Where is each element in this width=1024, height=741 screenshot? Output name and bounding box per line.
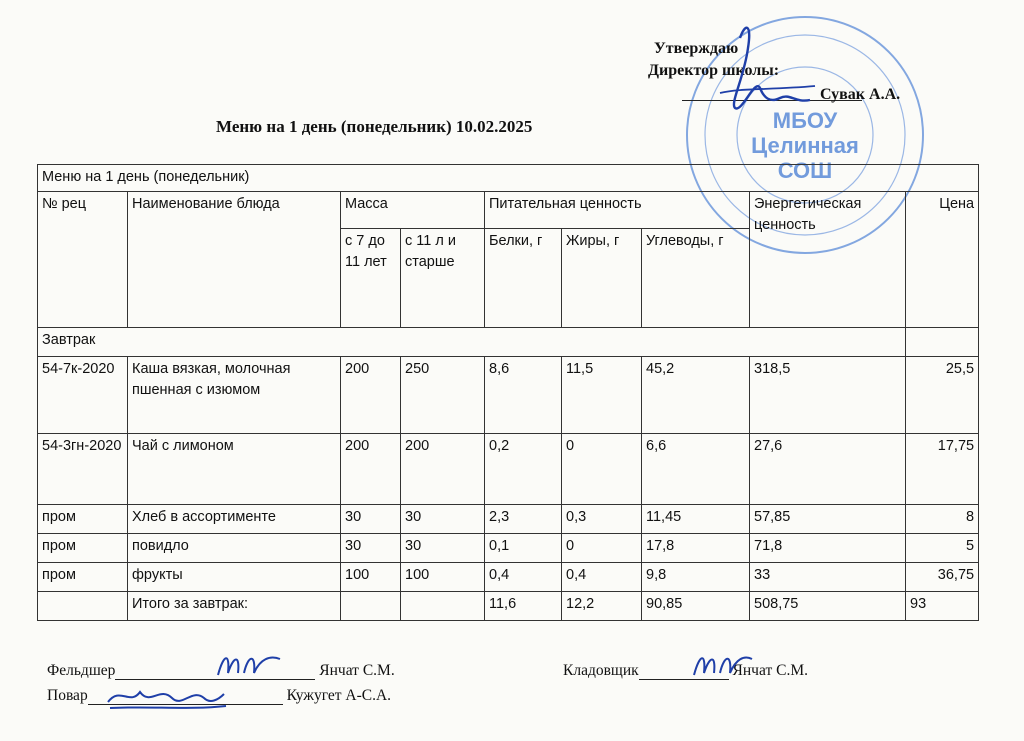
page-title: Меню на 1 день (понедельник) 10.02.2025 bbox=[216, 117, 533, 136]
total-fat: 12,2 bbox=[562, 592, 642, 621]
cell-mass-2: 250 bbox=[401, 357, 485, 434]
cell-fat: 0 bbox=[562, 434, 642, 505]
cell-dish: Каша вязкая, молочная пшенная с изюмом bbox=[128, 357, 341, 434]
header-age-11-plus: с 11 л и старше bbox=[401, 229, 485, 328]
cell-rec: 54-3гн-2020 bbox=[38, 434, 128, 505]
storekeeper-signature-row bbox=[563, 662, 808, 680]
cell-mass-1: 30 bbox=[341, 534, 401, 563]
cell-rec: пром bbox=[38, 534, 128, 563]
cell-energy: 57,85 bbox=[750, 505, 906, 534]
cell-mass-1: 30 bbox=[341, 505, 401, 534]
cell-mass-1: 100 bbox=[341, 563, 401, 592]
cell-dish: Чай с лимоном bbox=[128, 434, 341, 505]
cell-carbs: 17,8 bbox=[642, 534, 750, 563]
approval-position: Директор школы: bbox=[648, 62, 780, 79]
stamp-line-3: СОШ bbox=[777, 158, 833, 183]
cell-mass-2: 30 bbox=[401, 534, 485, 563]
cell-fat: 0,4 bbox=[562, 563, 642, 592]
stamp-line-1: МБОУ bbox=[772, 108, 838, 133]
total-row bbox=[38, 592, 979, 621]
cell-fat: 0 bbox=[562, 534, 642, 563]
stamp-line-2: Целинная bbox=[751, 133, 859, 158]
header-rec-no: № рец bbox=[38, 192, 128, 328]
header-dish: Наименование блюда bbox=[128, 192, 341, 328]
table-row bbox=[38, 505, 979, 534]
storekeeper-name: Янчат С.М. bbox=[732, 662, 808, 679]
cell-energy: 27,6 bbox=[750, 434, 906, 505]
cell-price: 36,75 bbox=[906, 563, 979, 592]
cell-protein: 2,3 bbox=[485, 505, 562, 534]
header-mass: Масса bbox=[341, 192, 485, 229]
cell-mass-2: 100 bbox=[401, 563, 485, 592]
cell-protein: 0,4 bbox=[485, 563, 562, 592]
medic-signature-line bbox=[115, 663, 315, 680]
medic-name: Янчат С.М. bbox=[319, 662, 395, 679]
total-label: Итого за завтрак: bbox=[128, 592, 341, 621]
header-nutrition: Питательная ценность bbox=[485, 192, 750, 229]
cell-mass-2: 30 bbox=[401, 505, 485, 534]
cell-dish: повидло bbox=[128, 534, 341, 563]
section-breakfast: Завтрак bbox=[38, 328, 906, 357]
header-age-7-11: с 7 до 11 лет bbox=[341, 229, 401, 328]
cell-rec: пром bbox=[38, 505, 128, 534]
total-energy: 508,75 bbox=[750, 592, 906, 621]
header-carbs: Углеводы, г bbox=[642, 229, 750, 328]
table-row bbox=[38, 563, 979, 592]
approval-heading: Утверждаю bbox=[654, 40, 739, 57]
cell-mass-2: 200 bbox=[401, 434, 485, 505]
cell-carbs: 45,2 bbox=[642, 357, 750, 434]
cell-carbs: 9,8 bbox=[642, 563, 750, 592]
cell-mass-1: 200 bbox=[341, 434, 401, 505]
cell-energy: 33 bbox=[750, 563, 906, 592]
total-protein: 11,6 bbox=[485, 592, 562, 621]
cell-energy: 318,5 bbox=[750, 357, 906, 434]
cell-dish: Хлеб в ассортименте bbox=[128, 505, 341, 534]
cell-price: 17,75 bbox=[906, 434, 979, 505]
cell-fat: 0,3 bbox=[562, 505, 642, 534]
cell-fat: 11,5 bbox=[562, 357, 642, 434]
header-energy: Энергетическая ценность bbox=[750, 192, 906, 328]
director-name: Сувак А.А. bbox=[820, 86, 901, 103]
table-caption: Меню на 1 день (понедельник) bbox=[38, 165, 979, 192]
cell-rec: пром bbox=[38, 563, 128, 592]
header-fat: Жиры, г bbox=[562, 229, 642, 328]
total-price: 93 bbox=[906, 592, 979, 621]
table-row bbox=[38, 434, 979, 505]
cell-energy: 71,8 bbox=[750, 534, 906, 563]
medic-role: Фельдшер bbox=[47, 662, 116, 679]
total-carbs: 90,85 bbox=[642, 592, 750, 621]
cook-name: Кужугет А-С.А. bbox=[286, 687, 392, 704]
table-row bbox=[38, 357, 979, 434]
cook-signature-line bbox=[88, 688, 283, 705]
header-price: Цена bbox=[906, 192, 979, 328]
cell-carbs: 6,6 bbox=[642, 434, 750, 505]
cook-signature-row bbox=[47, 687, 391, 705]
cell-dish: фрукты bbox=[128, 563, 341, 592]
cell-price: 8 bbox=[906, 505, 979, 534]
cell-mass-1: 200 bbox=[341, 357, 401, 434]
cell-price: 5 bbox=[906, 534, 979, 563]
cook-role: Повар bbox=[47, 687, 88, 704]
header-protein: Белки, г bbox=[485, 229, 562, 328]
storekeeper-signature-line bbox=[639, 663, 729, 680]
cell-rec: 54-7к-2020 bbox=[38, 357, 128, 434]
cell-protein: 0,2 bbox=[485, 434, 562, 505]
medic-signature-row bbox=[47, 662, 395, 680]
approval-block bbox=[648, 38, 901, 103]
table-row bbox=[38, 534, 979, 563]
cell-protein: 8,6 bbox=[485, 357, 562, 434]
storekeeper-role: Кладовщик bbox=[563, 662, 639, 679]
cell-carbs: 11,45 bbox=[642, 505, 750, 534]
menu-table bbox=[37, 164, 979, 621]
cell-protein: 0,1 bbox=[485, 534, 562, 563]
cell-price: 25,5 bbox=[906, 357, 979, 434]
